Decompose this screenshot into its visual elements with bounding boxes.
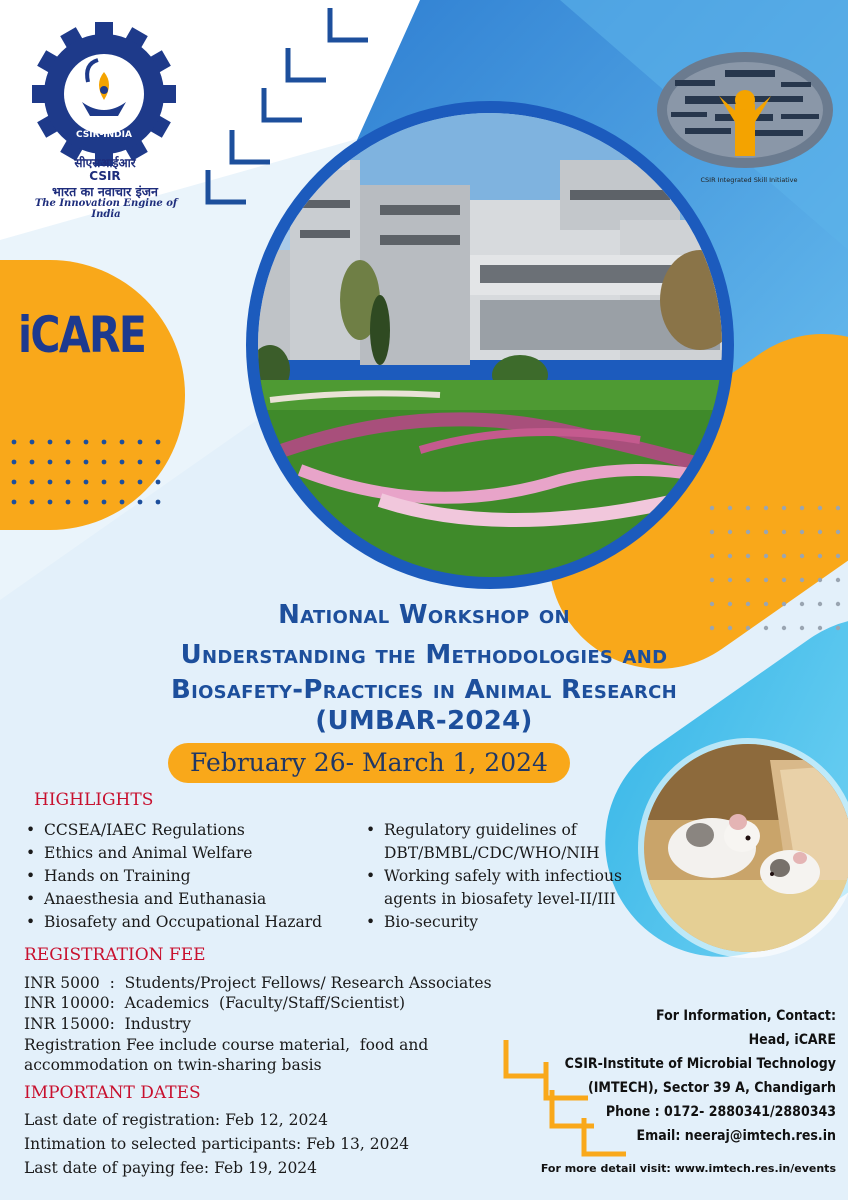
highlight-item: • Bio-security [364, 911, 656, 934]
highlight-item: • Hands on Training [24, 865, 374, 888]
skill-initiative-caption: CSIR Integrated Skill Initiative [700, 176, 798, 184]
highlight-item: • Ethics and Animal Welfare [24, 842, 374, 865]
highlight-item: • Anaesthesia and Euthanasia [24, 888, 374, 911]
highlight-item: • CCSEA/IAEC Regulations [24, 819, 374, 842]
more-details-link: For more detail visit: www.imtech.res.in/events [540, 1162, 836, 1175]
registration-heading: REGISTRATION FEE [24, 945, 206, 965]
contact-block [506, 1004, 836, 1148]
workshop-dates-banner: February 26- March 1, 2024 [168, 743, 570, 783]
date-line: Intimation to selected participants: Feb 13, 2024 [24, 1135, 410, 1153]
csir-name-label: CSIR [89, 169, 121, 183]
icare-brand: iCARE [18, 306, 146, 364]
csir-hindi-label: सीएसआईआर [74, 156, 136, 170]
workshop-title-line-4: (UMBAR-2024) [315, 706, 533, 736]
highlight-item: • Regulatory guidelines of DBT/BMBL/CDC/WHO/NIH [364, 819, 656, 865]
contact-line: (IMTECH), Sector 39 A, Chandigarh [587, 1080, 836, 1096]
date-line: Last date of registration: Feb 12, 2024 [24, 1111, 329, 1129]
fee-line: INR 10000: Academics (Faculty/Staff/Scientist) [24, 994, 405, 1012]
contact-heading: For Information, Contact: [656, 1008, 836, 1024]
fee-line: INR 5000 : Students/Project Fellows/ Research Associates [24, 974, 492, 992]
highlight-item: • Biosafety and Occupational Hazard [24, 911, 374, 934]
highlight-item: • Working safely with infectious agents in biosafety level-II/III [364, 865, 656, 911]
csir-hindi-tagline: भारत का नवाचार इंजन [52, 184, 158, 199]
contact-line: CSIR-Institute of Microbial Technology [564, 1056, 836, 1072]
workshop-title-line-2: Understanding the Methodologies and [180, 640, 668, 670]
date-line: Last date of paying fee: Feb 19, 2024 [24, 1159, 318, 1177]
important-dates-heading: IMPORTANT DATES [24, 1083, 201, 1103]
contact-phone: Phone : 0172- 2880341/2880343 [605, 1104, 836, 1120]
workshop-title-line-1: National Workshop on [278, 600, 570, 630]
fee-note: accommodation on twin-sharing basis [24, 1056, 322, 1074]
highlights-heading: HIGHLIGHTS [34, 790, 154, 810]
workshop-title-line-3: Biosafety-Practices in Animal Research [170, 675, 678, 705]
csir-ring-label: CSIR-INDIA [76, 130, 132, 140]
contact-email: Email: neeraj@imtech.res.in [636, 1128, 836, 1144]
csir-tagline: The Innovation Engine of India [34, 198, 178, 220]
fee-note: Registration Fee include course material, food and [24, 1036, 429, 1054]
fee-line: INR 15000: Industry [24, 1015, 192, 1033]
skill-initiative-logo [657, 52, 833, 168]
highlights-list-right [364, 819, 656, 934]
contact-line: Head, iCARE [748, 1032, 836, 1048]
highlights-list-left [24, 819, 374, 934]
